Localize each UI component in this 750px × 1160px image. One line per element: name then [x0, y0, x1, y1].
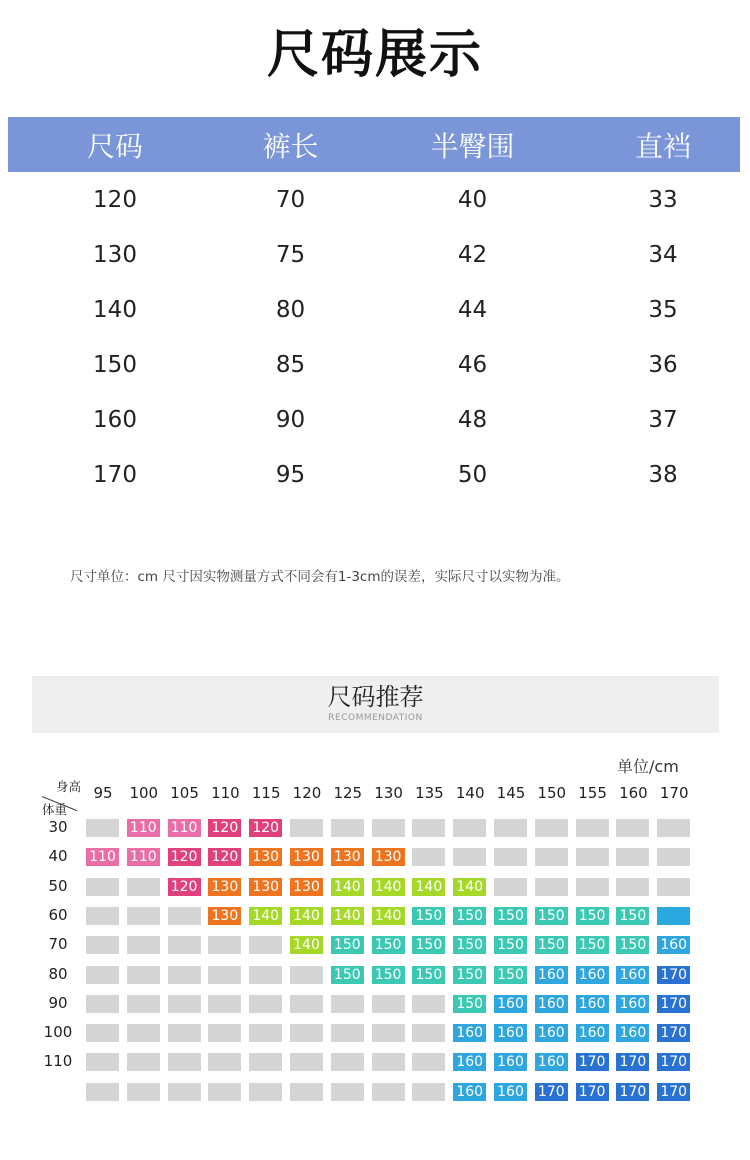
- size-cell: 170: [616, 1053, 649, 1071]
- cell-pants-length: 95: [275, 461, 306, 488]
- size-cell: 170: [657, 995, 690, 1013]
- cell-rise: 34: [648, 241, 678, 268]
- cell-half-hip: 42: [457, 241, 488, 268]
- size-cell: 170: [576, 1053, 609, 1071]
- size-cell: 130: [249, 848, 282, 866]
- size-cell: 130: [372, 848, 405, 866]
- cell-size: 130: [93, 241, 137, 268]
- header-rise: 直裆: [586, 117, 740, 172]
- height-label: 140: [455, 784, 485, 802]
- weight-label: 40: [48, 847, 68, 866]
- cell-half-hip: 44: [457, 296, 488, 323]
- empty-cell: [412, 848, 445, 866]
- size-cell: 170: [535, 1083, 568, 1101]
- empty-cell: [127, 966, 160, 984]
- cell-size: 120: [93, 186, 137, 213]
- weight-label: 110: [43, 1052, 73, 1071]
- weight-label: 90: [48, 993, 68, 1012]
- cell-pants-length: 90: [275, 406, 306, 433]
- empty-cell: [168, 966, 201, 984]
- size-cell: 160: [535, 966, 568, 984]
- cell-rise: 33: [648, 186, 678, 213]
- height-label: 110: [211, 784, 240, 802]
- cell-half-hip: 48: [457, 406, 488, 433]
- empty-cell: [372, 819, 405, 837]
- size-cell: 140: [453, 878, 486, 896]
- weight-label: 80: [48, 964, 68, 983]
- empty-cell: [576, 819, 609, 837]
- size-cell: 120: [168, 848, 201, 866]
- empty-cell: [127, 1083, 160, 1101]
- size-table: [8, 117, 740, 502]
- size-cell: 150: [372, 966, 405, 984]
- empty-cell: [86, 1053, 119, 1071]
- size-cell: 130: [331, 848, 364, 866]
- height-label: 105: [170, 784, 199, 802]
- recommendation-banner: [32, 676, 719, 733]
- size-cell: 160: [453, 1053, 486, 1071]
- size-cell: 130: [208, 878, 241, 896]
- size-cell: 150: [576, 907, 609, 925]
- size-cell: 150: [494, 907, 527, 925]
- height-label: 100: [129, 784, 159, 802]
- empty-cell: [657, 848, 690, 866]
- size-cell: 110: [86, 848, 119, 866]
- size-cell: 160: [535, 1024, 568, 1042]
- header-half-hip: 半臀围: [359, 117, 586, 172]
- size-cell: 140: [249, 907, 282, 925]
- empty-cell: [86, 907, 119, 925]
- size-table-header: [8, 117, 740, 172]
- size-cell: 170: [657, 1083, 690, 1101]
- empty-cell: [535, 878, 568, 896]
- cell-rise: 35: [648, 296, 678, 323]
- size-cell: 120: [249, 819, 282, 837]
- empty-cell: [331, 1053, 364, 1071]
- size-cell: 160: [494, 1024, 527, 1042]
- size-cell: 150: [616, 936, 649, 954]
- empty-cell: [127, 878, 160, 896]
- empty-cell: [208, 995, 241, 1013]
- empty-cell: [249, 936, 282, 954]
- empty-cell: [331, 995, 364, 1013]
- empty-cell: [249, 1053, 282, 1071]
- cell-size: 170: [93, 461, 137, 488]
- empty-cell: [372, 995, 405, 1013]
- size-cell: 150: [331, 966, 364, 984]
- cell-rise: 36: [648, 351, 678, 378]
- size-cell: [657, 907, 690, 925]
- empty-cell: [412, 1053, 445, 1071]
- measurement-note: 尺寸单位：cm 尺寸因实物测量方式不同会有1-3cm的误差，实际尺寸以实物为准。: [70, 569, 570, 585]
- cell-size: 140: [93, 296, 137, 323]
- empty-cell: [576, 848, 609, 866]
- size-cell: 130: [290, 878, 323, 896]
- size-cell: 120: [168, 878, 201, 896]
- size-cell: 170: [657, 966, 690, 984]
- empty-cell: [168, 1053, 201, 1071]
- empty-cell: [127, 1053, 160, 1071]
- empty-cell: [86, 1083, 119, 1101]
- empty-cell: [86, 1024, 119, 1042]
- table-row: [8, 447, 740, 502]
- cell-rise: 37: [648, 406, 678, 433]
- empty-cell: [535, 819, 568, 837]
- height-label: 130: [374, 784, 403, 802]
- size-cell: 110: [168, 819, 201, 837]
- empty-cell: [412, 995, 445, 1013]
- recommendation-title: 尺码推荐: [327, 683, 424, 711]
- size-cell: 140: [290, 907, 323, 925]
- empty-cell: [290, 819, 323, 837]
- size-cell: 150: [453, 936, 486, 954]
- empty-cell: [86, 936, 119, 954]
- size-cell: 160: [576, 966, 609, 984]
- empty-cell: [535, 848, 568, 866]
- height-label: 155: [578, 784, 607, 802]
- empty-cell: [127, 907, 160, 925]
- height-label: 160: [619, 784, 648, 802]
- empty-cell: [86, 819, 119, 837]
- size-cell: 130: [249, 878, 282, 896]
- empty-cell: [616, 848, 649, 866]
- empty-cell: [372, 1024, 405, 1042]
- height-label: 135: [415, 784, 444, 802]
- empty-cell: [331, 819, 364, 837]
- size-cell: 120: [208, 819, 241, 837]
- size-cell: 150: [453, 966, 486, 984]
- empty-cell: [412, 819, 445, 837]
- table-row: [8, 392, 740, 447]
- empty-cell: [412, 1024, 445, 1042]
- empty-cell: [249, 966, 282, 984]
- page-title: 尺码展示: [266, 25, 483, 85]
- size-cell: 160: [494, 995, 527, 1013]
- empty-cell: [168, 936, 201, 954]
- empty-cell: [453, 848, 486, 866]
- empty-cell: [208, 936, 241, 954]
- size-cell: 170: [616, 1083, 649, 1101]
- empty-cell: [168, 1024, 201, 1042]
- empty-cell: [86, 966, 119, 984]
- empty-cell: [657, 819, 690, 837]
- empty-cell: [208, 1083, 241, 1101]
- empty-cell: [290, 995, 323, 1013]
- empty-cell: [453, 819, 486, 837]
- header-size: 尺码: [8, 117, 222, 172]
- empty-cell: [86, 995, 119, 1013]
- size-cell: 150: [616, 907, 649, 925]
- height-label: 95: [93, 784, 113, 802]
- axis-weight-label: 体重: [42, 802, 68, 817]
- size-cell: 160: [535, 995, 568, 1013]
- empty-cell: [494, 848, 527, 866]
- size-cell: 150: [494, 936, 527, 954]
- size-cell: 160: [494, 1083, 527, 1101]
- empty-cell: [168, 1083, 201, 1101]
- size-cell: 130: [208, 907, 241, 925]
- height-label: 170: [659, 784, 689, 802]
- empty-cell: [657, 878, 690, 896]
- size-cell: 170: [657, 1024, 690, 1042]
- empty-cell: [290, 1083, 323, 1101]
- unit-label: 单位/cm: [617, 757, 679, 776]
- height-label: 120: [292, 784, 322, 802]
- table-row: [8, 227, 740, 282]
- height-label: 125: [333, 784, 363, 802]
- size-cell: 140: [331, 878, 364, 896]
- empty-cell: [412, 1083, 445, 1101]
- empty-cell: [208, 966, 241, 984]
- table-row: [8, 282, 740, 337]
- size-cell: 150: [453, 995, 486, 1013]
- size-cell: 120: [208, 848, 241, 866]
- height-label: 145: [496, 784, 526, 802]
- weight-label: 50: [48, 876, 68, 895]
- empty-cell: [290, 1024, 323, 1042]
- size-cell: 150: [453, 907, 486, 925]
- empty-cell: [86, 878, 119, 896]
- empty-cell: [249, 1024, 282, 1042]
- size-cell: 160: [535, 1053, 568, 1071]
- size-cell: 130: [290, 848, 323, 866]
- empty-cell: [168, 995, 201, 1013]
- size-cell: 150: [372, 936, 405, 954]
- empty-cell: [127, 936, 160, 954]
- header-pants-length: 裤长: [222, 117, 359, 172]
- size-cell: 160: [494, 1053, 527, 1071]
- weight-label: 70: [48, 935, 68, 954]
- empty-cell: [249, 995, 282, 1013]
- size-cell: 110: [127, 848, 160, 866]
- table-row: [8, 337, 740, 392]
- cell-size: 150: [93, 351, 137, 378]
- weight-label: 30: [48, 818, 68, 836]
- empty-cell: [331, 1083, 364, 1101]
- size-cell: 150: [412, 907, 445, 925]
- empty-cell: [290, 1053, 323, 1071]
- cell-pants-length: 70: [275, 186, 306, 213]
- size-cell: 150: [331, 936, 364, 954]
- size-cell: 140: [290, 936, 323, 954]
- size-cell: 160: [616, 1024, 649, 1042]
- size-cell: 160: [657, 936, 690, 954]
- empty-cell: [494, 878, 527, 896]
- empty-cell: [249, 1083, 282, 1101]
- cell-pants-length: 80: [275, 296, 306, 323]
- cell-size: 160: [93, 406, 137, 433]
- size-cell: 170: [576, 1083, 609, 1101]
- empty-cell: [372, 1053, 405, 1071]
- empty-cell: [372, 1083, 405, 1101]
- weight-label: 60: [48, 905, 68, 924]
- empty-cell: [616, 819, 649, 837]
- height-label: 150: [537, 784, 567, 802]
- size-cell: 110: [127, 819, 160, 837]
- empty-cell: [168, 907, 201, 925]
- size-cell: 160: [616, 966, 649, 984]
- empty-cell: [208, 1053, 241, 1071]
- axis-height-label: 身高: [56, 779, 82, 794]
- size-cell: 160: [576, 1024, 609, 1042]
- size-cell: 150: [576, 936, 609, 954]
- empty-cell: [127, 1024, 160, 1042]
- empty-cell: [616, 878, 649, 896]
- empty-cell: [576, 878, 609, 896]
- size-cell: 140: [372, 878, 405, 896]
- size-cell: 170: [657, 1053, 690, 1071]
- cell-half-hip: 40: [457, 186, 488, 213]
- size-cell: 150: [535, 907, 568, 925]
- empty-cell: [208, 1024, 241, 1042]
- weight-label: 100: [43, 1023, 73, 1042]
- empty-cell: [494, 819, 527, 837]
- cell-pants-length: 85: [275, 351, 306, 378]
- recommendation-subtitle: RECOMMENDATION: [328, 713, 423, 723]
- size-cell: 140: [372, 907, 405, 925]
- size-cell: 140: [331, 907, 364, 925]
- table-row: [8, 172, 740, 227]
- cell-half-hip: 46: [457, 351, 488, 378]
- size-cell: 150: [412, 936, 445, 954]
- empty-cell: [127, 995, 160, 1013]
- size-cell: 160: [453, 1024, 486, 1042]
- size-cell: 140: [412, 878, 445, 896]
- size-cell: 150: [412, 966, 445, 984]
- height-label: 115: [251, 784, 281, 802]
- cell-pants-length: 75: [275, 241, 306, 268]
- cell-rise: 38: [648, 461, 678, 488]
- size-cell: 150: [535, 936, 568, 954]
- empty-cell: [290, 966, 323, 984]
- empty-cell: [331, 1024, 364, 1042]
- cell-half-hip: 50: [457, 461, 488, 488]
- size-cell: 150: [494, 966, 527, 984]
- size-cell: 160: [576, 995, 609, 1013]
- size-cell: 160: [453, 1083, 486, 1101]
- size-cell: 160: [616, 995, 649, 1013]
